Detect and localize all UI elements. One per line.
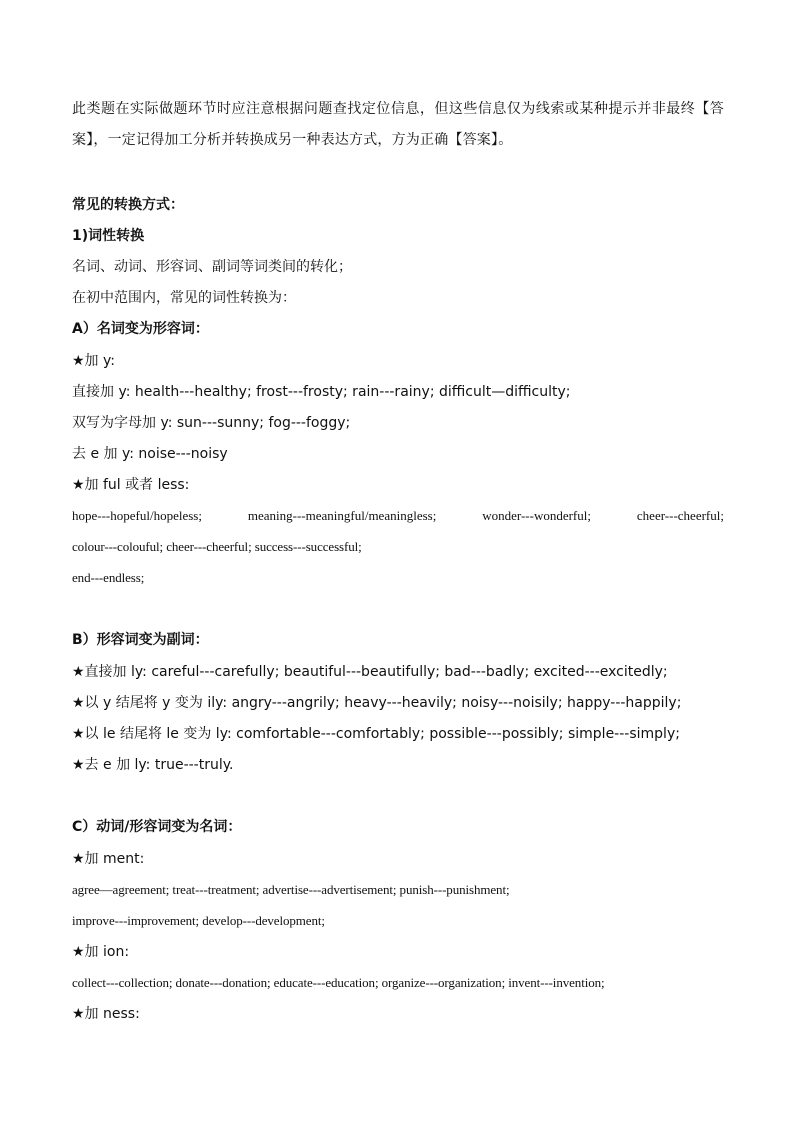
part-c-rule-ion: ★加 ion:	[72, 944, 130, 960]
part-b-line-y-to-ily: ★以 y 结尾将 y 变为 ily: angry---angrily; heavy---heavily; noisy---noisily; happy---happily;	[72, 695, 682, 711]
part-b-line-drop-e: ★去 e 加 ly: true---truly.	[72, 757, 234, 773]
word-class-scope: 在初中范围内，常见的词性转换为：	[72, 290, 296, 306]
part-c-line-ment-2: improve---improvement; develop---development;	[72, 913, 325, 928]
example-item: meaning---meaningful/meaningless;	[247, 508, 437, 523]
part-a-ful-less-row	[72, 507, 724, 525]
subsection-title-word-class: 1)词性转换	[72, 228, 145, 244]
part-a-line-ful-examples: colour---colouful; cheer---cheerful; success---successful;	[72, 539, 362, 554]
part-b-line-le-to-ly: ★以 le 结尾将 le 变为 ly: comfortable---comfortably; possible---possibly; simple---simply;	[72, 726, 680, 742]
part-a-line-less-example: end---endless;	[72, 570, 145, 585]
part-a-line-add-y: 直接加 y: health---healthy; frost---frosty; rain---rainy; difficult—difficulty;	[72, 384, 571, 400]
part-b-line-add-ly: ★直接加 ly: careful---carefully; beautiful---beautifully; bad---badly; excited---excitedly;	[72, 664, 668, 680]
part-a-rule-y: ★加 y:	[72, 353, 115, 369]
section-title: 常见的转换方式：	[72, 197, 184, 213]
word-class-description: 名词、动词、形容词、副词等词类间的转化；	[72, 259, 352, 275]
part-c-rule-ness: ★加 ness:	[72, 1006, 140, 1022]
part-a-title: A）名词变为形容词：	[72, 321, 209, 337]
example-item: hope---hopeful/hopeless;	[72, 508, 202, 523]
intro-paragraph: 此类题在实际做题环节时应注意根据问题查找定位信息，但这些信息仅为线索或某种提示并非最终【答案】，一定记得加工分析并转换成另一种表达方式，方为正确【答案】。	[72, 101, 724, 148]
part-c-rule-ment: ★加 ment:	[72, 851, 145, 867]
part-a-line-drop-e: 去 e 加 y: noise---noisy	[72, 446, 228, 462]
part-a-rule-ful-less: ★加 ful 或者 less:	[72, 477, 190, 493]
part-c-line-ion: collect---collection; donate---donation; educate---education; organize---organization; invent---invention;	[72, 975, 605, 990]
part-c-line-ment-1: agree—agreement; treat---treatment; advertise---advertisement; punish---punishment;	[72, 882, 510, 897]
example-item: cheer---cheerful;	[636, 508, 724, 523]
part-a-line-double-letter: 双写为字母加 y: sun---sunny; fog---foggy;	[72, 415, 351, 431]
document-page	[72, 0, 724, 1123]
example-item: wonder---wonderful;	[482, 508, 591, 523]
part-b-title: B）形容词变为副词：	[72, 632, 209, 648]
part-c-title: C）动词/形容词变为名词：	[72, 819, 242, 835]
